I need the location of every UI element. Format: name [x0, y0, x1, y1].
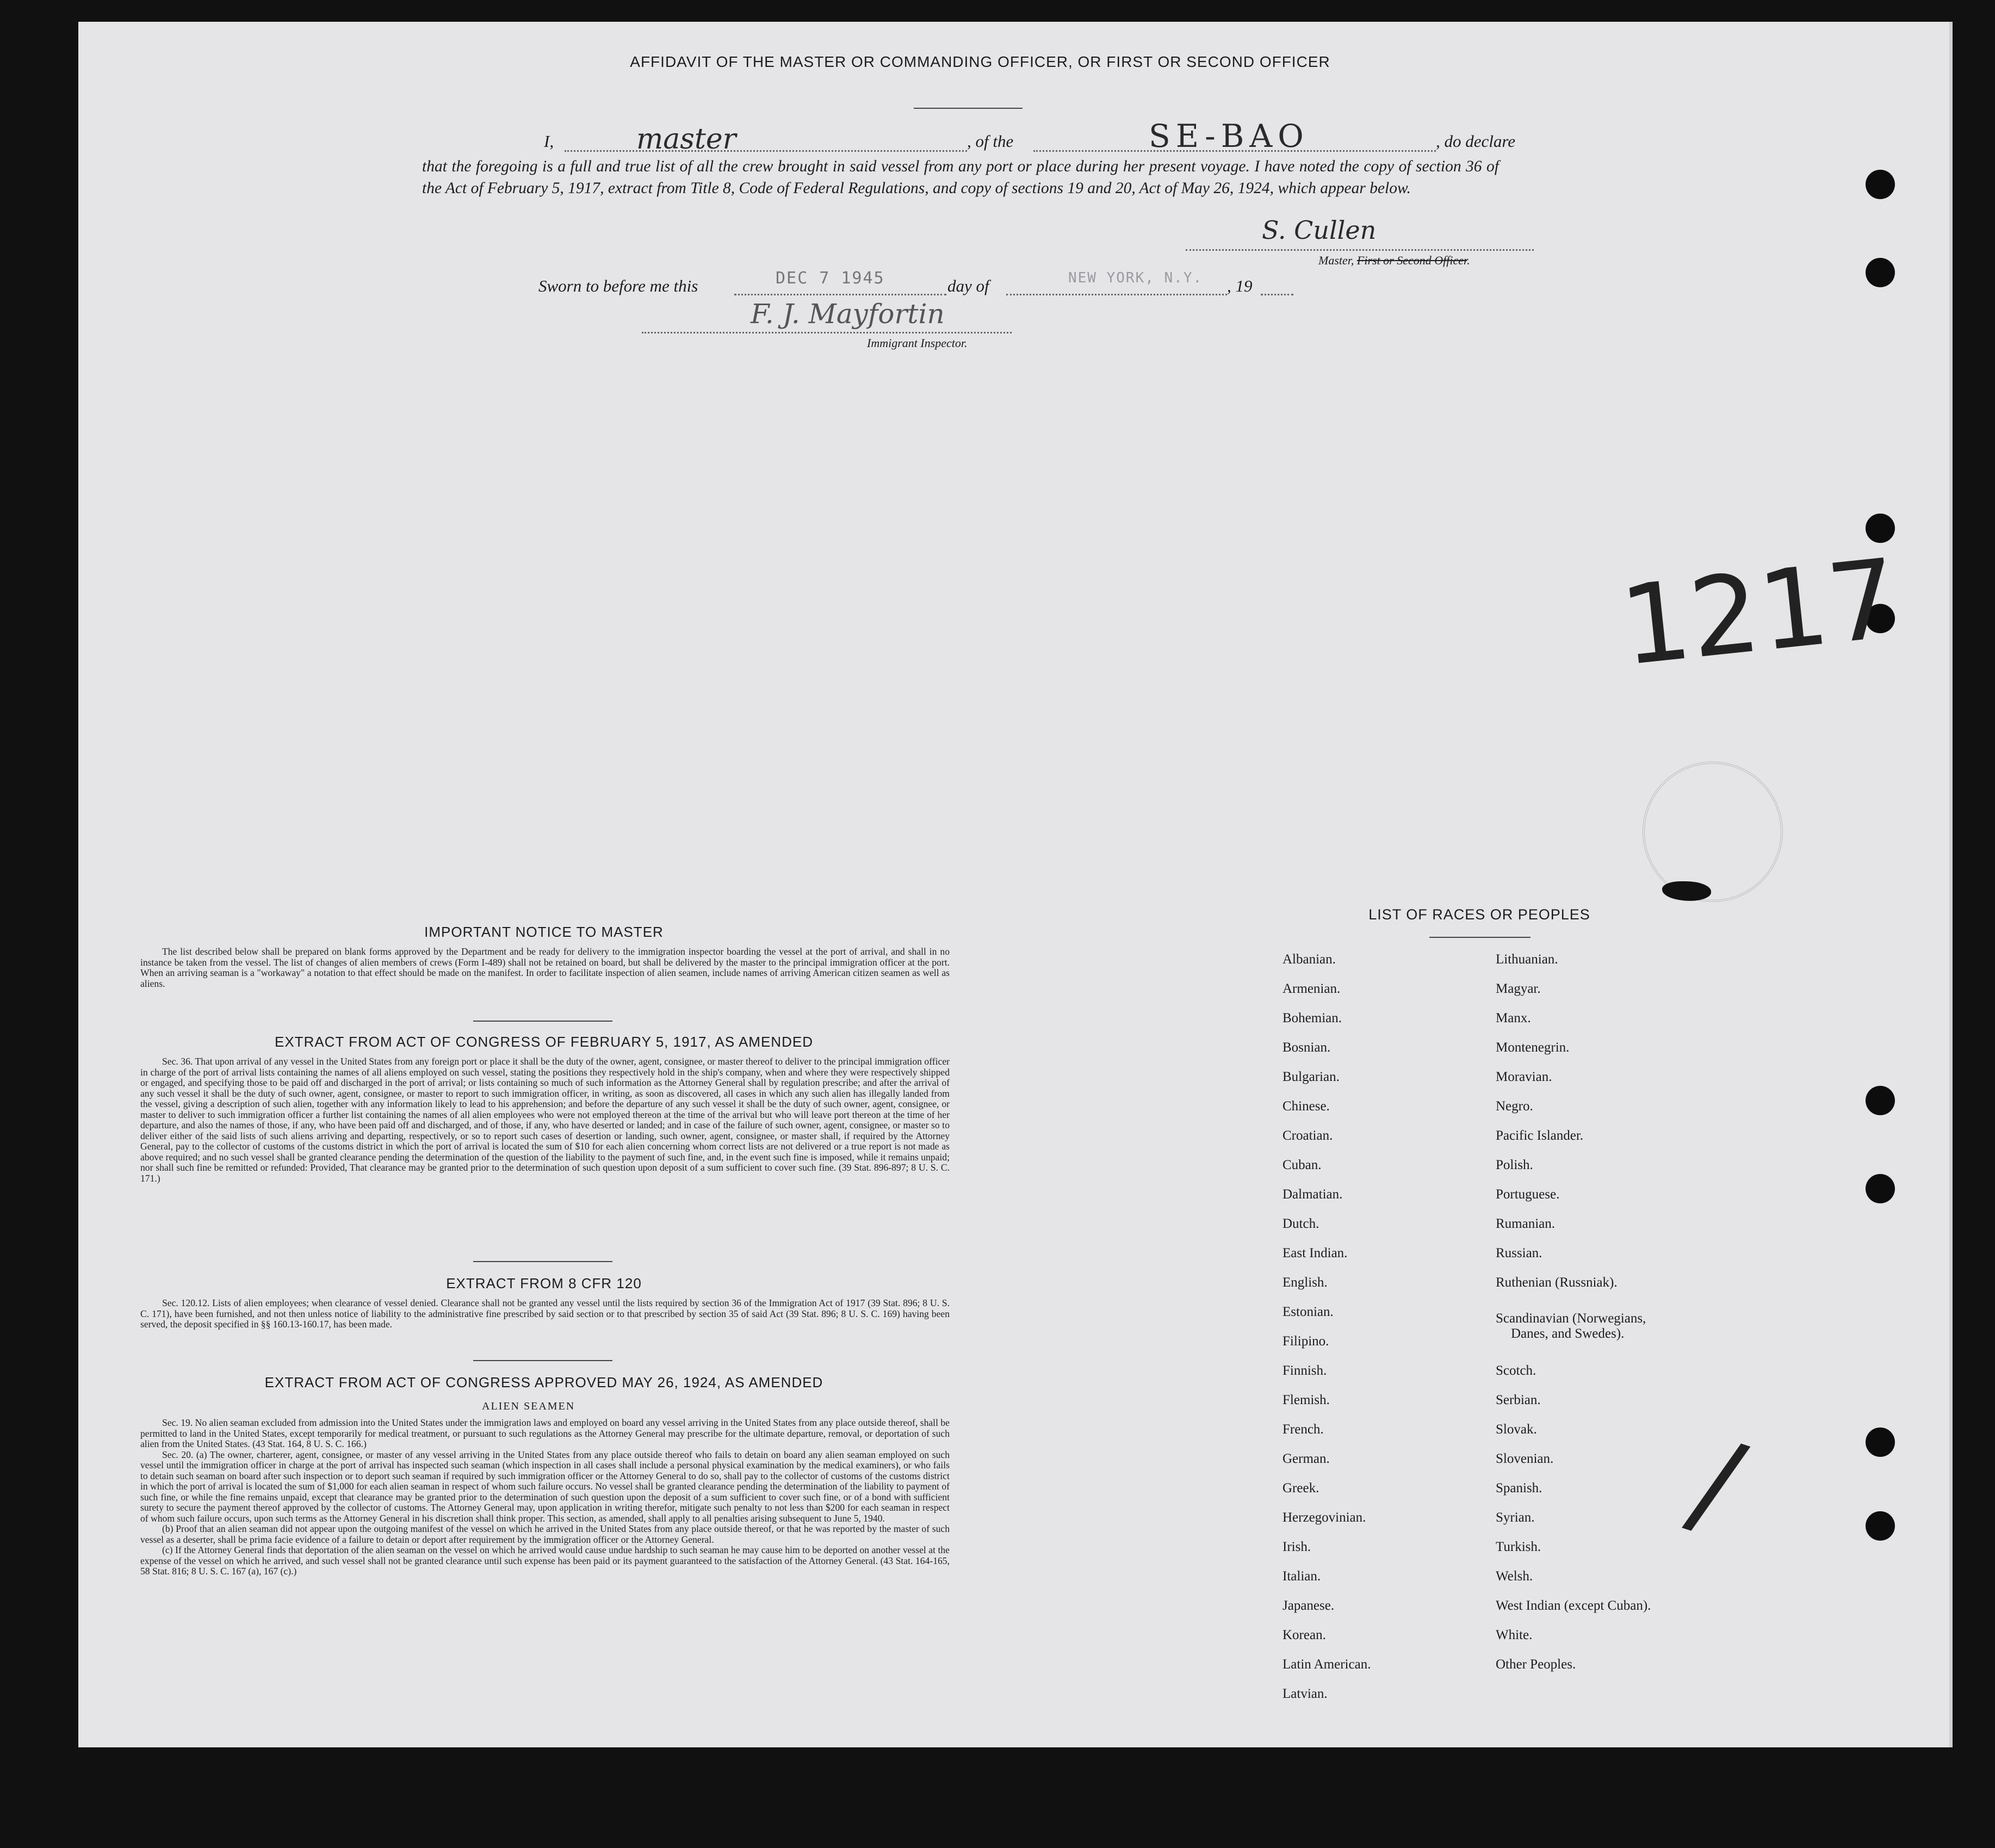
- race-item: Italian.: [1282, 1569, 1321, 1584]
- extract-cfr-title: EXTRACT FROM 8 CFR 120: [446, 1275, 642, 1291]
- punch-hole: [1866, 1511, 1895, 1541]
- punch-hole: [1866, 170, 1895, 199]
- sec-20a-paragraph: Sec. 20. (a) The owner, charterer, agent, consignee, or master of any vessel arriving in the United States from any place outside thereof who fails to detain on board any alien seaman employed on such vessel until the immigration officer in charge at the port of arrival has inspected such seaman (which inspection in all cases shall include a personal physical examination by the medical examiners), or who fails to detain such seaman on board after such inspection or to deport such seaman if required by such immigration officer or the Attorney General to do so, shall pay to the collector of customs of the customs district in which the port of arrival is located the sum of $1,000 for each alien seaman in respect of whom such failure occurs. No vessel shall be granted clearance pending the determination of the liability to payment of such fine, or while the fine remains unpaid, except that clearance may be granted prior to the determination of such question upon the deposit of a sum sufficient to cover such fine, or of a bond with sufficient surety to secure the payment thereof approved by the collector of customs. The Attorney General may, upon application in writing therefor, mitigate such penalty to not less than $200 for each seaman in respect of whom such failure occurs, upon such terms as the Attorney General in his discretion shall think proper. This section, as amended, shall apply to all penalties arising subsequent to June 5, 1940.: [140, 1449, 950, 1524]
- sec-20b-paragraph: (b) Proof that an alien seaman did not appear upon the outgoing manifest of the vessel on which he arrived in the United States from any place outside thereof, or that he was reported by the master of such vessel as a deserter, shall be prima facie evidence of a failure to detain or deport after requirement by the immigration officer or the Attorney General.: [140, 1523, 950, 1545]
- i-label: I,: [544, 132, 554, 151]
- extract-1917-title: EXTRACT FROM ACT OF CONGRESS OF FEBRUARY 5, 1917, AS AMENDED: [275, 1034, 813, 1050]
- sec-20c-paragraph: (c) If the Attorney General finds that deportation of the alien seaman on the vessel on which he arrived would cause undue hardship to such seaman he may cause him to be deported on another vessel at the expense of the vessel on which he arrived, and such vessel shall not be granted clearance until such expense has been paid or its payment guaranteed to the satisfaction of the Attorney General. (43 Stat. 164-165, 58 Stat. 816; 8 U. S. C. 167 (a), 167 (c).): [140, 1544, 950, 1577]
- race-item: Pacific Islander.: [1496, 1128, 1584, 1143]
- faint-seal-stamp: [1643, 762, 1783, 902]
- punch-hole: [1866, 1086, 1895, 1115]
- race-item: Croatian.: [1282, 1128, 1333, 1143]
- race-item: Serbian.: [1496, 1393, 1541, 1407]
- race-item: Herzegovinian.: [1282, 1510, 1366, 1525]
- race-item: Syrian.: [1496, 1510, 1535, 1525]
- race-item: Greek.: [1282, 1481, 1319, 1495]
- of-the-label: , of the: [967, 132, 1014, 151]
- inspector-caption: Immigrant Inspector.: [867, 336, 968, 350]
- race-item: Russian.: [1496, 1246, 1542, 1260]
- race-item: Armenian.: [1282, 981, 1341, 996]
- race-item: Turkish.: [1496, 1540, 1541, 1554]
- race-item: Latvian.: [1282, 1686, 1328, 1701]
- extract-cfr-text: Sec. 120.12. Lists of alien employees; when clearance of vessel denied. Clearance shall not be granted any vessel until the lists required by section 36 of the Immigration Act of 1917 (39 Stat. 896; 8 U. S. C. 171), have been furnished, and not then unless notice of liability to the administrative fine prescribed by said section or to that prescribed by section 35 of said Act (39 Stat. 896; 8 U. S. C. 169) having been served, the deposit specified in §§ 160.13-160.17, has been made.: [140, 1297, 950, 1330]
- sec-19-paragraph: Sec. 19. No alien seaman excluded from admission into the United States under the immigration laws and employed on board any vessel arriving in the United States from any place outside thereof, shall be permitted to land in the United States, except temporarily for medical treatment, or pursuant to such regulations as the Attorney General may prescribe for the ultimate departure, removal, or deportation of such alien from the United States. (43 Stat. 164, 8 U. S. C. 166.): [140, 1417, 950, 1449]
- race-item: German.: [1282, 1451, 1330, 1466]
- race-item: Scotch.: [1496, 1363, 1536, 1378]
- caption-end: .: [1467, 254, 1470, 267]
- races-title: LIST OF RACES OR PEOPLES: [1368, 906, 1590, 923]
- name-handwritten: master: [636, 123, 736, 156]
- race-item: Welsh.: [1496, 1569, 1533, 1584]
- divider: [473, 1261, 612, 1262]
- handwritten-number: 1217: [1615, 535, 1904, 690]
- race-item: Japanese.: [1282, 1598, 1335, 1613]
- race-item: Flemish.: [1282, 1393, 1330, 1407]
- race-item: East Indian.: [1282, 1246, 1348, 1260]
- notice-title: IMPORTANT NOTICE TO MASTER: [424, 924, 664, 940]
- name-line: [565, 150, 967, 152]
- date-stamp: DEC 7 1945: [776, 269, 885, 288]
- race-item: Rumanian.: [1496, 1216, 1556, 1231]
- race-item: Albanian.: [1282, 952, 1336, 967]
- race-item: Chinese.: [1282, 1099, 1330, 1114]
- check-mark: /: [1676, 1411, 1758, 1557]
- day-of-label: day of: [947, 276, 989, 295]
- notice-text: The list described below shall be prepared on blank forms approved by the Department and be ready for delivery to the immigration inspector boarding the vessel at the port of arrival, and shall in no instance be taken from the vessel. The list of changes of alien members of crews (Form I-489) shall not be retained on board, but shall be delivered by the master to the principal immigration officer at the port. When an arriving seaman is a "workaway" a notation to that effect should be made on the manifest. In order to facilitate inspection of alien seamen, include names of arriving American citizen seamen as well as aliens.: [140, 946, 950, 989]
- inspector-line: [642, 332, 1012, 333]
- alien-seamen-subtitle: ALIEN SEAMEN: [482, 1400, 575, 1412]
- place-line: [1006, 294, 1227, 295]
- signature-caption: [1318, 254, 1470, 268]
- race-item: Bulgarian.: [1282, 1070, 1340, 1084]
- race-item: Lithuanian.: [1496, 952, 1558, 967]
- caption-struck: First or Second Officer: [1356, 254, 1467, 267]
- punch-hole: [1866, 258, 1895, 287]
- year-line: [1261, 294, 1293, 295]
- punch-hole: [1866, 1174, 1895, 1203]
- extract-1924-title: EXTRACT FROM ACT OF CONGRESS APPROVED MAY 26, 1924, AS AMENDED: [264, 1374, 823, 1390]
- race-item: Finnish.: [1282, 1363, 1327, 1378]
- punch-hole: [1866, 1427, 1895, 1457]
- race-item: English.: [1282, 1275, 1328, 1290]
- title-divider: [914, 108, 1023, 109]
- race-item: French.: [1282, 1422, 1324, 1437]
- divider: [1429, 937, 1531, 938]
- master-signature: S. Cullen: [1262, 215, 1377, 245]
- affidavit-title: AFFIDAVIT OF THE MASTER OR COMMANDING OFFICER, OR FIRST OR SECOND OFFICER: [630, 53, 1330, 70]
- extract-1924-text: [140, 1418, 950, 1673]
- race-item: Ruthenian (Russniak).: [1496, 1275, 1618, 1290]
- place-stamp: NEW YORK, N.Y.: [1068, 270, 1203, 286]
- race-item: Montenegrin.: [1496, 1040, 1570, 1055]
- race-item: Slovenian.: [1496, 1451, 1554, 1466]
- race-item: White.: [1496, 1628, 1533, 1642]
- race-item: Moravian.: [1496, 1070, 1552, 1084]
- race-item: Manx.: [1496, 1011, 1531, 1025]
- race-item: Dutch.: [1282, 1216, 1319, 1231]
- do-declare-label: , do declare: [1436, 132, 1516, 151]
- declaration-text: that the foregoing is a full and true list of all the crew brought in said vessel from any port or place during her present voyage. I have noted the copy of section 36 of the Act of February 5, 1917, extract from Title 8, Code of Federal Regulations, and copy of sections 19 and 20, Act of May 26, 1924, which appear below.: [422, 158, 1499, 197]
- sworn-label: Sworn to before me this: [538, 276, 698, 295]
- race-item: Spanish.: [1496, 1481, 1542, 1495]
- race-item: Bohemian.: [1282, 1011, 1342, 1025]
- race-item: Dalmatian.: [1282, 1187, 1343, 1202]
- sworn-date-line: [734, 294, 946, 295]
- signature-line: [1186, 249, 1534, 251]
- divider: [473, 1360, 612, 1361]
- extract-1917-text: Sec. 36. That upon arrival of any vessel in the United States from any foreign port or place it shall be the duty of the owner, agent, consignee, or master thereof to deliver to the principal immigration officer in charge of the port of arrival lists containing the names of all aliens employed on such vessel, stating the positions they respectively hold in the ship's company, when and where they were respectively shipped or engaged, and specifying those to be paid off and discharged in the port of arrival; or lists containing so much of such information as the Attorney General shall by regulation prescribe; and after the arrival of any such vessel it shall be the duty of such owner, agent, consignee, or master to report to such immigration officer, in writing, as soon as discovered, all cases in which any such alien has illegally landed from the vessel, giving a description of such alien, together with any information likely to lead to his apprehension; and before the departure of any such vessel it shall be the duty of such owner, agent, consignee, or master to deliver to such immigration officer a further list containing the names of all alien employees who were not employed thereon at the time of the arrival but who will leave port thereon at the time of her departure, and also the names of those, if any, who have been paid off and discharged, and of those, if any, who have deserted or landed; and in case of the failure of such owner, agent, consignee, or master so to deliver either of the said lists of such aliens arriving and departing, respectively, or so to report such cases of desertion or landing, such owner, agent, consignee, or master shall, if required by the Attorney General, pay to the collector of customs of the customs district in which the port of arrival is located the sum of $10 for each alien concerning whom correct lists are not delivered or a true report is not made as above required; and no such vessel shall be granted clearance pending the determination of the question of the liability to the payment of such fine, and, in the event such fine is imposed, while it remains unpaid; nor shall such fine be remitted or refunded: Provided, That clearance may be granted prior to the determination of such question upon deposit of a sum sufficient to cover such fine. (39 Stat. 896-897; 8 U. S. C. 171.): [140, 1056, 950, 1184]
- divider: [473, 1021, 612, 1022]
- race-item: Negro.: [1496, 1099, 1533, 1114]
- race-item: Polish.: [1496, 1158, 1533, 1172]
- vessel-handwritten: SE-BAO: [1149, 118, 1309, 154]
- race-item: Bosnian.: [1282, 1040, 1331, 1055]
- caption-master: Master,: [1318, 254, 1357, 267]
- race-item: Other Peoples.: [1496, 1657, 1576, 1672]
- race-item: Latin American.: [1282, 1657, 1371, 1672]
- race-item: Slovak.: [1496, 1422, 1537, 1437]
- race-item: Portuguese.: [1496, 1187, 1560, 1202]
- year-label: , 19: [1227, 276, 1253, 295]
- inspector-signature: F. J. Mayfortin: [751, 298, 945, 330]
- race-item: Danes, and Swedes).: [1511, 1326, 1625, 1341]
- race-item: Irish.: [1282, 1540, 1311, 1554]
- race-item: Korean.: [1282, 1628, 1326, 1642]
- race-item: West Indian (except Cuban).: [1496, 1598, 1651, 1613]
- race-item: Filipino.: [1282, 1334, 1329, 1349]
- race-item: Magyar.: [1496, 981, 1541, 996]
- race-item: Estonian.: [1282, 1305, 1334, 1319]
- race-item: Cuban.: [1282, 1158, 1322, 1172]
- race-item: Scandinavian (Norwegians,: [1496, 1311, 1646, 1326]
